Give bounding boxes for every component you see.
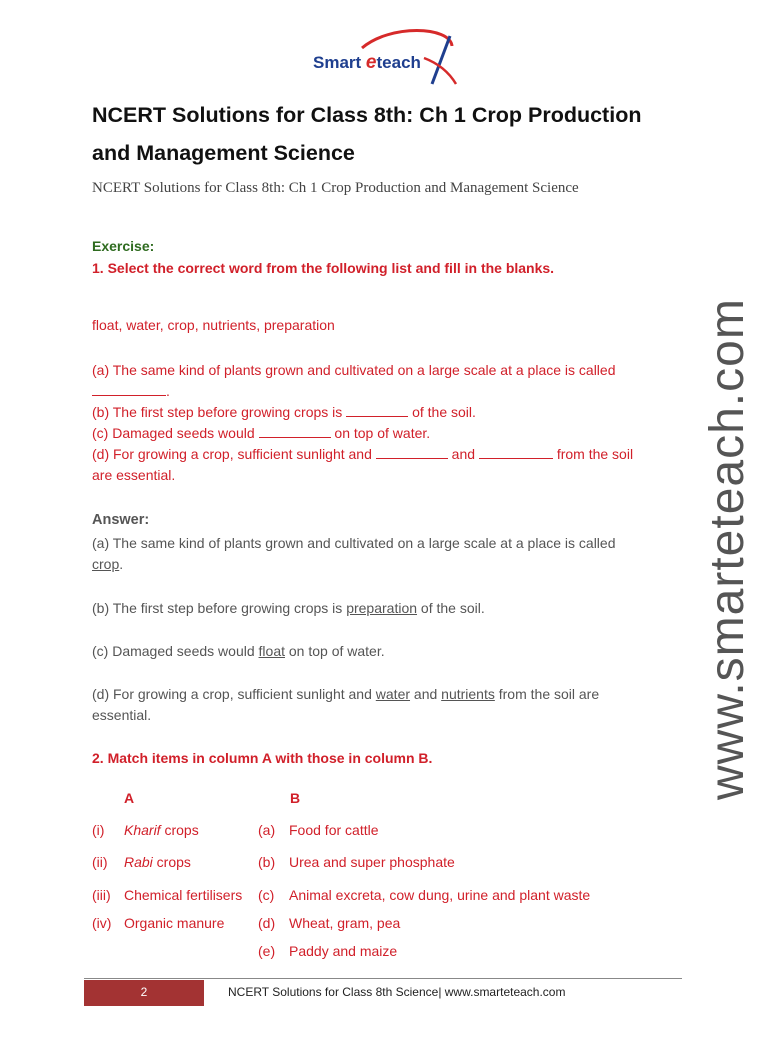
watermark: www.smarteteach.com [701,298,754,800]
answer-word-water: water [375,686,411,702]
answer-word-nutrients: nutrients [441,686,495,702]
answer-d: (d) For growing a crop, sufficient sunlight and water and nutrients from the soil are essential. [92,686,600,723]
answer-b: (b) The first step before growing crops is preparation of the soil. [92,600,485,616]
page-subtitle: NCERT Solutions for Class 8th: Ch 1 Crop Production and Management Science [92,180,579,196]
page-number: 2 [140,985,148,999]
word-list: float, water, crop, nutrients, preparation [92,317,335,333]
column-b-header: B [290,790,301,806]
footer-text: NCERT Solutions for Class 8th Science| www.smarteteach.com [228,985,566,999]
col-a-item: (i) Kharif crops [92,822,199,838]
col-b-item: (a) Food for cattle [258,822,379,838]
question-1-heading: 1. Select the correct word from the following list and fill in the blanks. [92,260,555,276]
page-title: NCERT Solutions for Class 8th: Ch 1 Crop Production and Management Science [92,103,642,165]
answer-word-crop: crop [92,556,120,572]
col-b-item: (d) Wheat, gram, pea [258,915,401,931]
logo-text: Smart eteach [313,52,421,73]
answer-a: (a) The same kind of plants grown and cultivated on a large scale at a place is called crop. [92,535,616,572]
blank-c: (c) Damaged seeds would on top of water. [92,425,431,441]
col-b-item: (e) Paddy and maize [258,943,398,959]
col-a-item: (iv) Organic manure [92,915,225,931]
question-2-heading: 2. Match items in column A with those in column B. [92,750,433,766]
col-a-item: (iii) Chemical fertilisers [92,887,243,903]
blank-b: (b) The first step before growing crops is of the soil. [92,404,476,420]
col-a-item: (ii) Rabi crops [92,854,191,870]
blank-d: (d) For growing a crop, sufficient sunlight and and from the soil [92,446,634,462]
column-a-header: A [124,790,135,806]
col-b-item: (c) Animal excreta, cow dung, urine and plant waste [258,887,591,903]
footer-divider [84,978,682,979]
answer-c: (c) Damaged seeds would float on top of water. [92,643,385,659]
answer-word-preparation: preparation [346,600,418,616]
blank-a: (a) The same kind of plants grown and cultivated on a large scale at a place is called [92,362,616,378]
blank-d-cont: are essential. [92,467,176,483]
blank-a-cont: . [92,381,667,402]
exercise-label: Exercise: [92,238,155,254]
col-b-item: (b) Urea and super phosphate [258,854,455,870]
answer-label: Answer: [92,512,150,528]
question-1-blanks [92,360,667,486]
answer-word-float: float [258,643,285,659]
